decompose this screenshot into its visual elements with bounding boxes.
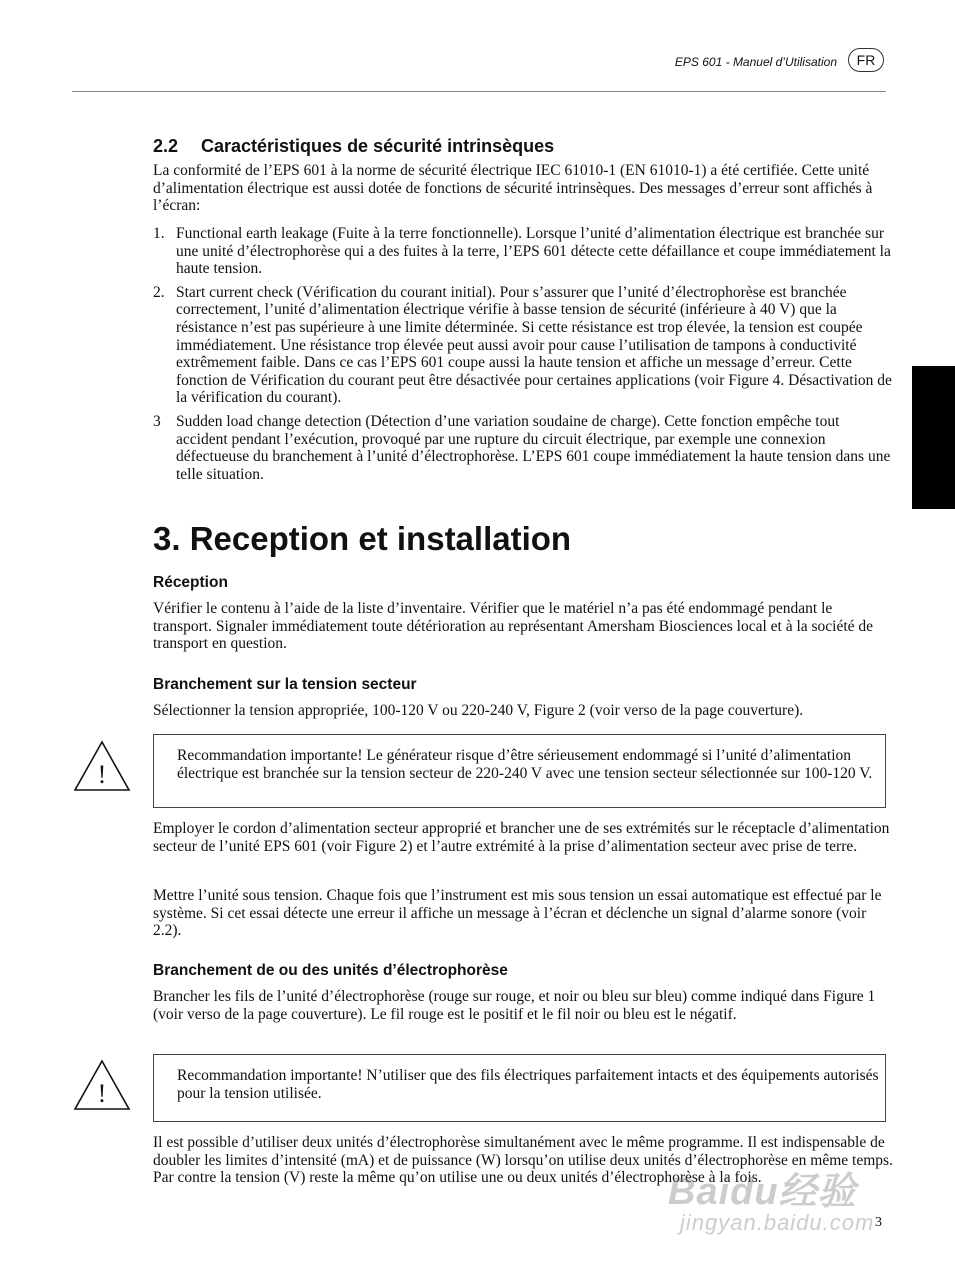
page-number: 3: [875, 1215, 882, 1230]
mains-heading: Branchement sur la tension secteur: [153, 676, 417, 693]
warning-text: Recommandation importante! Le générateur risque d’être sérieusement endommagé si l’unité d’alimentation électrique est branchée sur la tension secteur de 220-240 V avec une tension secteur sélectionnée sur 100-120 V.: [177, 747, 873, 782]
dual-units-paragraph: Il est possible d’utiliser deux unités d’électrophorèse simultanément avec le même programme. Il est indispensable de doubler les limites d’intensité (mA) et de puissance (W) lorsqu’on utilise deux unités d’électrophorèse en même temps. Par contre la tension (V) reste la même qu’on utilise une ou deux unités d’électrophorèse à la fois.: [153, 1134, 893, 1187]
warning-box: [153, 734, 886, 808]
list-marker: 2.: [153, 283, 165, 301]
header-title: EPS 601 - Manuel d’Utilisation: [674, 55, 837, 69]
warning-box: [153, 1054, 886, 1122]
mains-paragraph: Sélectionner la tension appropriée, 100-120 V ou 220-240 V, Figure 2 (voir verso de la page couverture).: [153, 702, 804, 719]
safety-features-list: [153, 225, 893, 489]
list-item-text: Sudden load change detection (Détection d’une variation soudaine de charge). Cette fonction empêche tout accident pendant l’exécution, provoqué par une rupture du circuit électrique, par exemple une connexion défectueuse du branchement à l’unité d’électrophorèse. L’EPS 601 coupe immédiatement la haute tension dans une telle situation.: [176, 412, 891, 483]
list-marker: 1.: [153, 225, 165, 242]
list-item: [153, 413, 893, 483]
list-item-text: Functional earth leakage (Fuite à la terre fonctionnelle). Lorsque l’unité d’alimentation électrique est branchée sur une unité d’électrophorèse qui a des fuites à la terre, l’EPS 601 détecte cette défaillance et coupe immédiatement la haute tension.: [176, 225, 891, 278]
units-heading: Branchement de ou des unités d’électrophorèse: [153, 962, 508, 979]
list-marker: 3: [153, 412, 161, 430]
reception-heading: Réception: [153, 574, 228, 591]
watermark-logo: Baidu经验: [668, 1171, 857, 1213]
list-item: [153, 284, 893, 407]
section-thumb-tab: [912, 366, 955, 509]
list-item: [153, 225, 893, 278]
section-number: 2.2: [153, 136, 179, 156]
svg-text:!: !: [97, 760, 107, 789]
reception-paragraph: Vérifier le contenu à l’aide de la liste d’inventaire. Vérifier que le matériel n’a pas été endommagé pendant le transport. Signaler immédiatement toute détérioration au représentant Amersham Biosciences local et à la société de transport en question.: [153, 600, 874, 653]
warning-triangle-icon: [72, 738, 132, 794]
language-badge: FR: [848, 48, 884, 72]
watermark-url: jingyan.baidu.com: [680, 1210, 875, 1235]
list-item-text: Start current check (Vérification du courant initial). Pour s’assurer que l’unité d’électrophorèse est branchée correctement, l’unité d’alimentation électrique vérifie à basse tension de sécurité (inférieure à 40 V) que la résistance n’est pas supérieure à une limite déterminée. Si cette résistance est trop élevée, la tension est coupée immédiatement. Une résistance trop élevée peut aussi avoir pour cause l’utilisation de tampons à conductivité extrêmement faible. Dans ce cas l’EPS 601 coupe aussi la haute tension et affiche un message d’erreur. Cette fonction de Vérification du courant peut être désactivée pour certaines applications (voir Figure 4. Désactivation de la vérification du courant).: [176, 283, 892, 407]
section-title: Caractéristiques de sécurité intrinsèques: [201, 136, 555, 156]
power-on-paragraph: Mettre l’unité sous tension. Chaque fois que l’instrument est mis sous tension un essai automatique est effectué par le système. Si cet essai détecte une erreur il affiche un message à l’écran et déclenche un signal d’alarme sonore (voir 2.2).: [153, 887, 882, 940]
units-paragraph: Brancher les fils de l’unité d’électrophorèse (rouge sur rouge, et noir ou bleu sur bleu) comme indiqué dans Figure 1 (voir verso de la page couverture). Le fil rouge est le positif et le fil noir ou bleu est le négatif.: [153, 988, 876, 1023]
warning-text: Recommandation importante! N’utiliser que des fils électriques parfaitement intacts et des équipements autorisés pour la tension utilisée.: [177, 1067, 879, 1102]
warning-triangle-icon: [72, 1057, 132, 1113]
svg-text:!: !: [97, 1079, 107, 1108]
section-2-2-heading: [153, 136, 554, 157]
header-divider: [72, 91, 886, 92]
cord-paragraph: Employer le cordon d’alimentation secteur approprié et brancher une de ses extrémités sur le réceptacle d’alimentation secteur de l’unité EPS 601 (voir Figure 2) et l’autre extrémité à la prise d’alimentation secteur avec prise de terre.: [153, 820, 890, 855]
chapter-heading: 3. Reception et installation: [153, 520, 572, 557]
section-2-2-intro: La conformité de l’EPS 601 à la norme de sécurité électrique IEC 61010-1 (EN 61010-1) a été certifiée. Cette unité d’alimentation électrique est aussi dotée de fonctions de sécurité intrinsèques. Des messages d’erreur sont affichés à l’écran:: [153, 162, 873, 215]
